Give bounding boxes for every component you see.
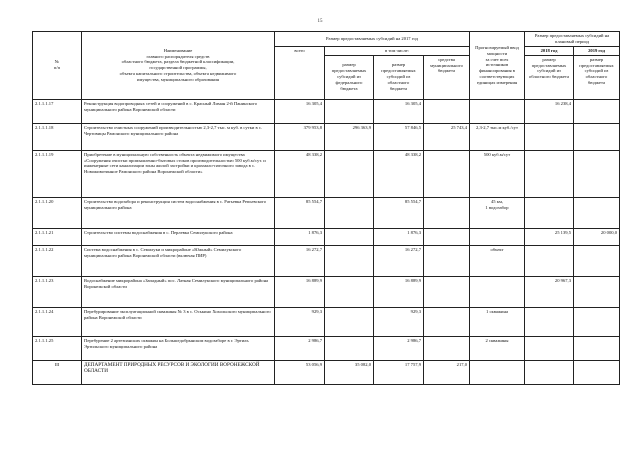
row-regional: 57 846,5 (374, 123, 424, 150)
row-municipal (424, 99, 470, 123)
row-2018 (525, 123, 574, 150)
row-2019 (574, 197, 620, 228)
row-regional: 929,3 (374, 307, 424, 336)
row-capacity: 500 куб.м/сут (470, 150, 525, 197)
row-regional: 48 338,2 (374, 150, 424, 197)
subsidy-table (32, 31, 620, 385)
row-name: Приобретение в муниципальную собственность объекта недвижимого имущества «Сооружения очистки промышленно-бытовых стоков производительностью 500 куб.м/сут. и инженерные сети канализации зоны жилой застройки и крахмало-паточного завода в с. Новоживотинное Рамонского района Воронежской области» (82, 150, 275, 197)
row-2018 (525, 307, 574, 336)
row-2019 (574, 336, 620, 360)
table-header (33, 32, 620, 100)
row-number: 2.1.1.1.19 (33, 150, 82, 197)
row-total: 1 876,3 (275, 228, 325, 245)
row-municipal: 25 743,4 (424, 123, 470, 150)
row-name: Строительство очистных сооружений производительностью 2,3-2,7 тыс. м куб. в сутки в с. Чертовицы Рамонского муниципального района (82, 123, 275, 150)
row-capacity (470, 360, 525, 384)
table-row (33, 307, 620, 336)
row-regional: 16 272,7 (374, 245, 424, 276)
row-municipal (424, 307, 470, 336)
row-regional: 2 986,7 (374, 336, 424, 360)
row-capacity: 1 скважина (470, 307, 525, 336)
header-total: всего (275, 46, 325, 99)
row-municipal (424, 197, 470, 228)
row-2019 (574, 99, 620, 123)
page-number: 15 (317, 19, 323, 24)
row-municipal: 217,0 (424, 360, 470, 384)
header-2018: 2018 год (525, 46, 574, 55)
row-municipal (424, 245, 470, 276)
row-capacity (470, 228, 525, 245)
header-planned: Размер предоставляемых субсидий на плановый период (525, 32, 620, 47)
row-federal (325, 228, 374, 245)
header-2018-sub: размер предоставляемых субсидий из областного бюджета (525, 55, 574, 99)
row-federal (325, 99, 374, 123)
row-2019 (574, 123, 620, 150)
row-regional: 1 876,3 (374, 228, 424, 245)
row-number: 2.1.1.1.20 (33, 197, 82, 228)
row-total: 85 554,7 (275, 197, 325, 228)
row-name: Водоснабжение микрорайона «Западный» пос. Латная Семилукского муниципального района Воронежской области (82, 276, 275, 307)
row-2018: 16 238,4 (525, 99, 574, 123)
row-capacity: 2 скважины (470, 336, 525, 360)
row-2018 (525, 360, 574, 384)
row-number: 2.1.1.1.21 (33, 228, 82, 245)
table-body (33, 99, 620, 384)
row-regional: 17 757,9 (374, 360, 424, 384)
table-row (33, 197, 620, 228)
table-row (33, 245, 620, 276)
row-municipal (424, 150, 470, 197)
row-2019 (574, 245, 620, 276)
row-number: 2.1.1.1.22 (33, 245, 82, 276)
row-regional: 85 554,7 (374, 197, 424, 228)
row-number: 2.1.1.1.25 (33, 336, 82, 360)
row-number: 2.1.1.1.18 (33, 123, 82, 150)
header-name: Наименование главного распорядителя средств областного бюджета, раздела бюджетной классификации, государственной программы, объекта капитального строительства, объекта недвижимого имущества, муниципального образования (82, 32, 275, 100)
row-total: 16 305,4 (275, 99, 325, 123)
row-2018 (525, 336, 574, 360)
header-capacity: Прогнозируемый ввод мощности за счет всех источников финансирования в соответствующих единицах измерения (470, 32, 525, 100)
header-num: № п/п (33, 32, 82, 100)
row-capacity (470, 99, 525, 123)
table-row (33, 336, 620, 360)
header-2019: 2019 год (574, 46, 620, 55)
row-name: Строительство водозабора и реконструкция систем водоснабжения в с. Ратьевка Репьевского муниципального района (82, 197, 275, 228)
row-2018: 25 139,5 (525, 228, 574, 245)
row-total: 379 953,8 (275, 123, 325, 150)
row-total: 16 272,7 (275, 245, 325, 276)
row-municipal (424, 228, 470, 245)
row-2019: 20 000,0 (574, 228, 620, 245)
row-total: 48 338,2 (275, 150, 325, 197)
row-name: Перебурирование эксплуатационной скважины № 3 в с. Оськино Хохольского муниципального района Воронежской области (82, 307, 275, 336)
row-2018: 20 967,3 (525, 276, 574, 307)
row-capacity: объект (470, 245, 525, 276)
row-2018 (525, 245, 574, 276)
row-federal: 296 363,9 (325, 123, 374, 150)
row-capacity: 2,3-2,7 тыс.м куб./сут (470, 123, 525, 150)
row-name: Строительство системы водоснабжения в с. Перлевка Семилукского района (82, 228, 275, 245)
row-federal (325, 197, 374, 228)
table-row (33, 99, 620, 123)
row-municipal (424, 336, 470, 360)
row-capacity (470, 276, 525, 307)
row-federal (325, 307, 374, 336)
row-2019 (574, 150, 620, 197)
row-number: III (33, 360, 82, 384)
row-capacity: 45 км, 1 водозабор (470, 197, 525, 228)
row-number: 2.1.1.1.17 (33, 99, 82, 123)
row-number: 2.1.1.1.24 (33, 307, 82, 336)
header-including: в том числе: (325, 46, 470, 55)
row-2018 (525, 197, 574, 228)
row-municipal (424, 276, 470, 307)
row-name: Реконструкция водопроводных сетей и сооружений в с. Красный Лиман 2-й Панинского муниципального района Воронежской области (82, 99, 275, 123)
row-name: ДЕПАРТАМЕНТ ПРИРОДНЫХ РЕСУРСОВ И ЭКОЛОГИИ ВОРОНЕЖСКОЙ ОБЛАСТИ (82, 360, 275, 384)
header-federal: размер предоставляемых субсидий из федерального бюджета (325, 55, 374, 99)
table-row (33, 150, 620, 197)
row-2018 (525, 150, 574, 197)
row-total: 929,3 (275, 307, 325, 336)
table-row (33, 228, 620, 245)
table-row (33, 360, 620, 384)
row-number: 2.1.1.1.23 (33, 276, 82, 307)
row-total: 2 986,7 (275, 336, 325, 360)
row-federal (325, 336, 374, 360)
table-row (33, 123, 620, 150)
row-name: Система водоснабжения в с. Семилуки и микрорайоне «Южный» Семилукского муниципального района Воронежской области (включая ПИР) (82, 245, 275, 276)
row-2019 (574, 307, 620, 336)
row-total: 16 889,9 (275, 276, 325, 307)
row-name: Перебурение 2 артезианских скважин на Большедобрынском водозаборе в г. Эртиль Эртильского муниципального района (82, 336, 275, 360)
row-federal: 35 082,0 (325, 360, 374, 384)
row-regional: 16 305,4 (374, 99, 424, 123)
row-total: 53 056,9 (275, 360, 325, 384)
header-2019-sub: размер предоставляемых субсидий из областного бюджета (574, 55, 620, 99)
row-regional: 16 889,9 (374, 276, 424, 307)
row-federal (325, 245, 374, 276)
table-row (33, 276, 620, 307)
row-federal (325, 150, 374, 197)
header-regional: размер предоставляемых субсидий из областного бюджета (374, 55, 424, 99)
row-2019 (574, 360, 620, 384)
row-2019 (574, 276, 620, 307)
row-federal (325, 276, 374, 307)
header-municipal: средства муниципального бюджета (424, 55, 470, 99)
header-size-2017: Размер предоставляемых субсидий на 2017 год (275, 32, 470, 47)
